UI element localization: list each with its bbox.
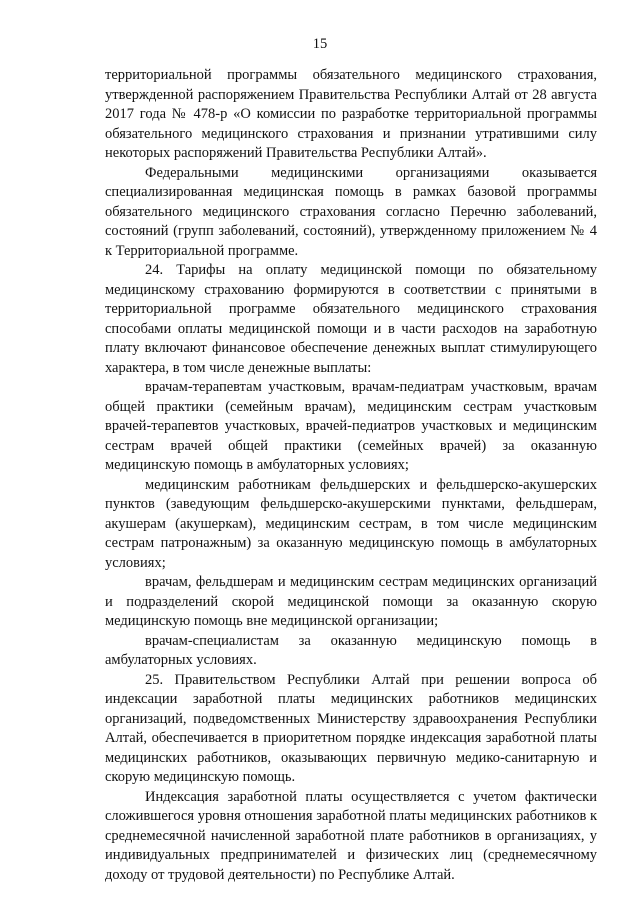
paragraph-salary-indexation: Индексация заработной платы осуществляется с учетом фактически сложившегося уровня отношения заработной платы медицинских работников к среднемесячной начисленной заработной плате работников в организациях, у индивидуальных предпринимателей и физических лиц (среднемесячному доходу от трудовой деятельности) по Республике Алтай. <box>105 788 597 883</box>
paragraph-federal-organizations: Федеральными медицинскими организациями оказывается специализированная медицинская помощь в рамках базовой программы обязательного медицинского страхования согласно Перечню заболеваний, состояний (групп заболеваний, состояний), утвержденному приложением № 4 к Территориальной программе. <box>105 164 597 259</box>
paragraph-payments-specialists: врачам-специалистам за оказанную медицинскую помощь в амбулаторных условиях. <box>105 632 597 668</box>
paragraph-item-24: 24. Тарифы на оплату медицинской помощи по обязательному медицинскому страхованию формируются в соответствии с принятыми в территориальной программе обязательного медицинского страхования способами оплаты медицинской помощи и в части расходов на заработную плату включают финансовое обеспечение денежных выплат стимулирующего характера, в том числе денежные выплаты: <box>105 262 597 376</box>
paragraph-payments-ambulance: врачам, фельдшерам и медицинским сестрам медицинских организаций и подразделений скорой медицинской помощи за оказанную скорую медицинскую помощь вне медицинской организации; <box>105 574 597 629</box>
document-body <box>105 66 597 885</box>
paragraph-continuation: территориальной программы обязательного медицинского страхования, утвержденной распоряжением Правительства Республики Алтай от 28 августа 2017 года № 478-р «О комиссии по разработке территориальной программы обязательного медицинского страхования и признании утратившими силу некоторых распоряжений Правительства Республики Алтай». <box>105 67 597 161</box>
page-number: 15 <box>312 36 328 52</box>
paragraph-item-25: 25. Правительством Республики Алтай при решении вопроса об индексации заработной платы медицинских работников медицинских организаций, подведомственных Министерству здравоохранения Республики Алтай, обеспечивается в приоритетном порядке индексация заработной платы медицинских работников, оказывающих первичную медико-санитарную и скорую медицинскую помощь. <box>105 671 597 785</box>
paragraph-payments-therapists: врачам-терапевтам участковым, врачам-педиатрам участковым, врачам общей практики (семейным врачам), медицинским сестрам участковым врачей-терапевтов участковых, врачей-педиатров участковых и медицинским сестрам врачей общей практики (семейных врачей) за оказанную медицинскую помощь в амбулаторных условиях; <box>105 379 597 473</box>
paragraph-payments-feldsher-points: медицинским работникам фельдшерских и фельдшерско-акушерских пунктов (заведующим фельдшерско-акушерскими пунктами, фельдшерам, акушерам (акушеркам), медицинским сестрам, в том числе медицинским сестрам патронажным) за оказанную медицинскую помощь в амбулаторных условиях; <box>105 476 597 571</box>
